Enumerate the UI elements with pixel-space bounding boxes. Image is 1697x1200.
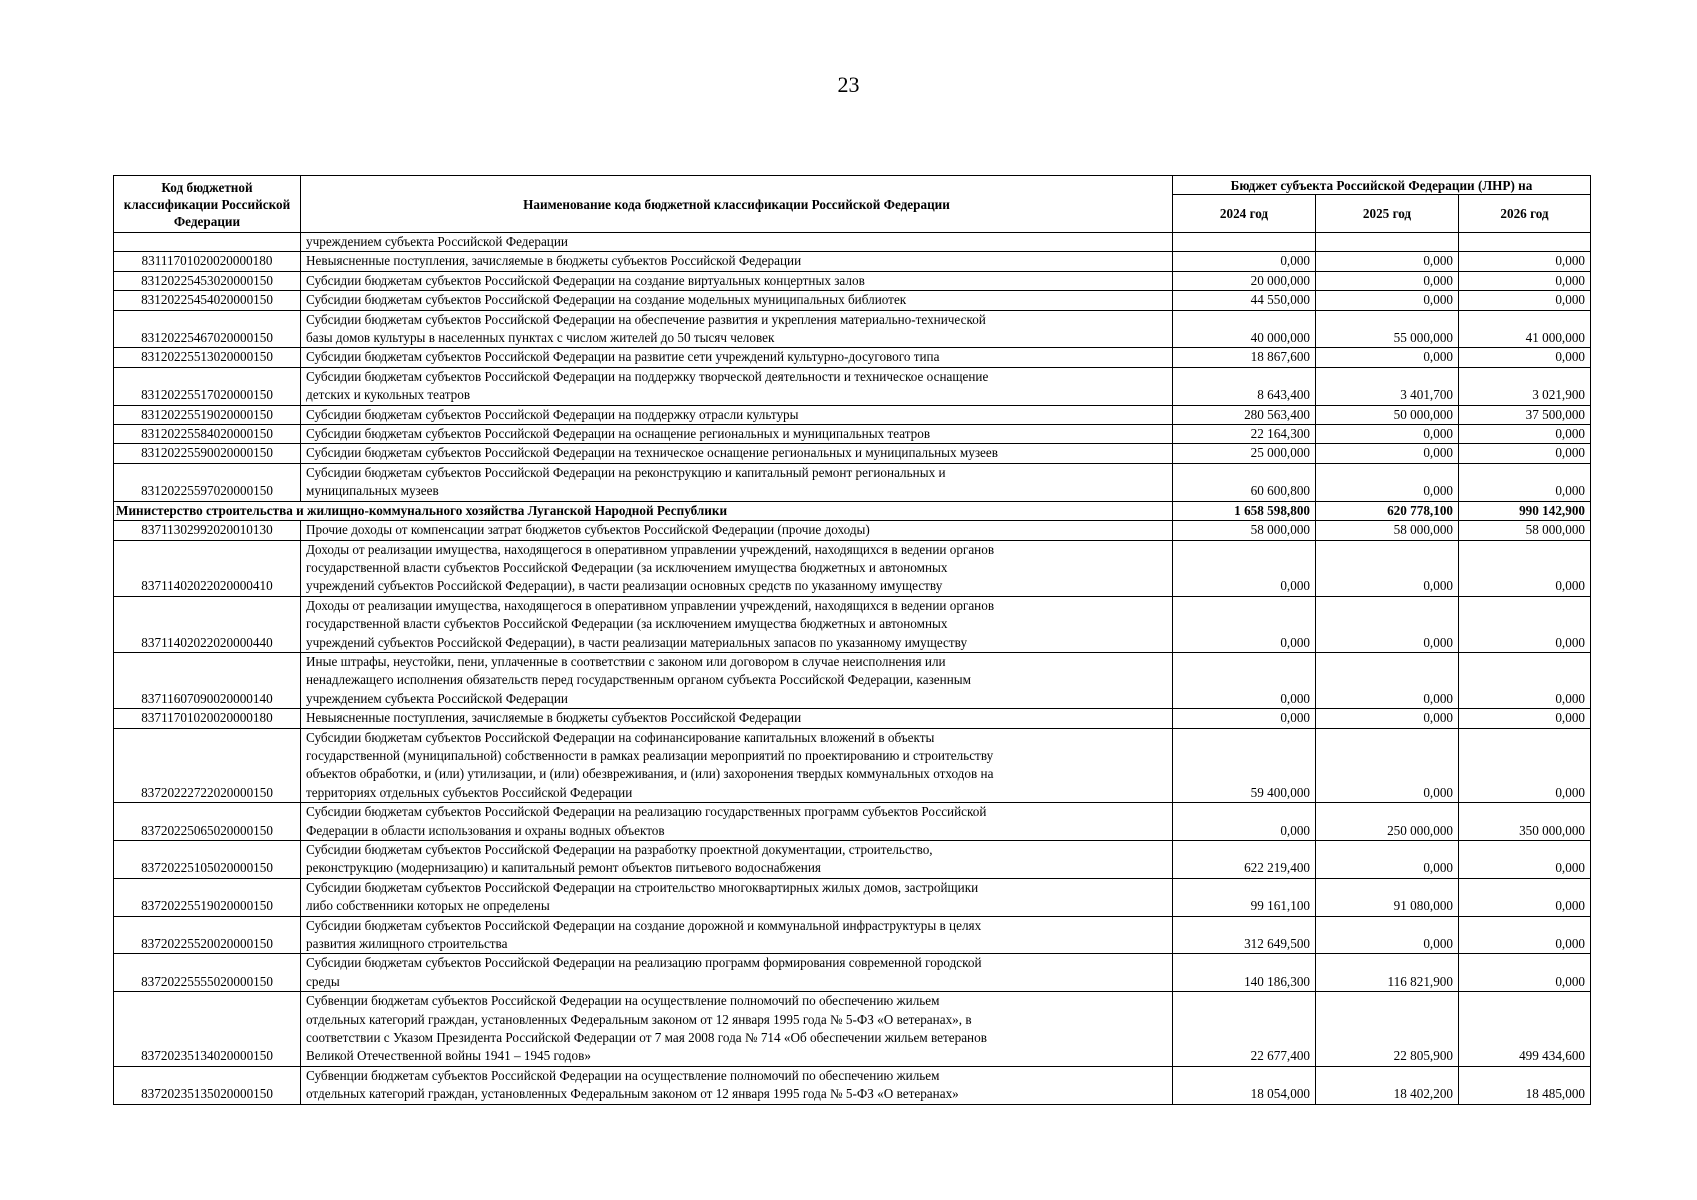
cell-name: Субсидии бюджетам субъектов Российской Федерации на техническое оснащение региональных и муниципальных музеев bbox=[301, 444, 1173, 463]
cell-2026: 0,000 bbox=[1459, 916, 1591, 954]
cell-2025: 0,000 bbox=[1316, 540, 1459, 596]
cell-name: Субсидии бюджетам субъектов Российской Федерации на создание модельных муниципальных библиотек bbox=[301, 291, 1173, 310]
cell-code: 83720235134020000150 bbox=[114, 992, 301, 1067]
table-row bbox=[114, 596, 1591, 652]
cell-name: Субсидии бюджетам субъектов Российской Федерации на разработку проектной документации, строительство, реконструкцию (модернизацию) и капитальный ремонт объектов питьевого водоснабжения bbox=[301, 841, 1173, 879]
cell-2024: 0,000 bbox=[1173, 540, 1316, 596]
cell-2024: 622 219,400 bbox=[1173, 841, 1316, 879]
cell-2024: 59 400,000 bbox=[1173, 728, 1316, 803]
cell-2025: 0,000 bbox=[1316, 425, 1459, 444]
cell-code: 83711302992020010130 bbox=[114, 521, 301, 540]
cell-2025: 0,000 bbox=[1316, 463, 1459, 501]
cell-2025: 0,000 bbox=[1316, 291, 1459, 310]
cell-code: 83711402022020000410 bbox=[114, 540, 301, 596]
cell-2024: 22 164,300 bbox=[1173, 425, 1316, 444]
cell-2024: 58 000,000 bbox=[1173, 521, 1316, 540]
table-row bbox=[114, 728, 1591, 803]
cell-2026: 18 485,000 bbox=[1459, 1066, 1591, 1104]
cell-2026: 0,000 bbox=[1459, 425, 1591, 444]
cell-code: 83720225520020000150 bbox=[114, 916, 301, 954]
table-body-ministry bbox=[114, 501, 1591, 520]
cell-name: Субсидии бюджетам субъектов Российской Федерации на развитие сети учреждений культурно-досугового типа bbox=[301, 348, 1173, 367]
cell-2025 bbox=[1316, 233, 1459, 252]
cell-2025: 55 000,000 bbox=[1316, 310, 1459, 348]
cell-2026: 0,000 bbox=[1459, 709, 1591, 728]
cell-2026: 499 434,600 bbox=[1459, 992, 1591, 1067]
cell-name: Субвенции бюджетам субъектов Российской Федерации на осуществление полномочий по обеспечению жильем отдельных категорий граждан, установленных Федеральным законом от 12 января 1995 года № 5-ФЗ «О ветеранах», в соответствии с Указом Президента Российской Федерации от 7 мая 2008 года № 714 «Об обеспечении жильем ветеранов Великой Отечественной войны 1941 – 1945 годов» bbox=[301, 992, 1173, 1067]
cell-name: Невыясненные поступления, зачисляемые в бюджеты субъектов Российской Федерации bbox=[301, 709, 1173, 728]
cell-2026: 0,000 bbox=[1459, 878, 1591, 916]
cell-2025: 18 402,200 bbox=[1316, 1066, 1459, 1104]
cell-2024: 18 054,000 bbox=[1173, 1066, 1316, 1104]
cell-code: 83120225513020000150 bbox=[114, 348, 301, 367]
table-row bbox=[114, 709, 1591, 728]
ministry-row bbox=[114, 501, 1591, 520]
header-year-2024: 2024 год bbox=[1173, 195, 1316, 233]
cell-name: Субсидии бюджетам субъектов Российской Федерации на строительство многоквартирных жилых домов, застройщики либо собственники которых не определены bbox=[301, 878, 1173, 916]
cell-2025: 0,000 bbox=[1316, 252, 1459, 271]
cell-code: 83720225105020000150 bbox=[114, 841, 301, 879]
cell-name: Субсидии бюджетам субъектов Российской Федерации на создание дорожной и коммунальной инфраструктуры в целях развития жилищного строительства bbox=[301, 916, 1173, 954]
cell-code: 83711701020020000180 bbox=[114, 709, 301, 728]
cell-2026: 0,000 bbox=[1459, 596, 1591, 652]
cell-2024: 25 000,000 bbox=[1173, 444, 1316, 463]
cell-code: 83120225584020000150 bbox=[114, 425, 301, 444]
cell-name: Прочие доходы от компенсации затрат бюджетов субъектов Российской Федерации (прочие доходы) bbox=[301, 521, 1173, 540]
ministry-total-2025: 620 778,100 bbox=[1316, 501, 1459, 520]
cell-code: 83120225454020000150 bbox=[114, 291, 301, 310]
cell-name: Невыясненные поступления, зачисляемые в бюджеты субъектов Российской Федерации bbox=[301, 252, 1173, 271]
cell-2025: 0,000 bbox=[1316, 728, 1459, 803]
cell-code: 83711607090020000140 bbox=[114, 652, 301, 708]
cell-2026: 0,000 bbox=[1459, 444, 1591, 463]
header-name: Наименование кода бюджетной классификации Российской Федерации bbox=[301, 176, 1173, 233]
cell-2025: 91 080,000 bbox=[1316, 878, 1459, 916]
cell-code: 83120225519020000150 bbox=[114, 405, 301, 424]
cell-code: 83720225519020000150 bbox=[114, 878, 301, 916]
cell-2024: 99 161,100 bbox=[1173, 878, 1316, 916]
cell-code: 83111701020020000180 bbox=[114, 252, 301, 271]
table-row bbox=[114, 803, 1591, 841]
cell-2024: 60 600,800 bbox=[1173, 463, 1316, 501]
cell-2024: 0,000 bbox=[1173, 652, 1316, 708]
cell-2024: 140 186,300 bbox=[1173, 954, 1316, 992]
cell-2024: 44 550,000 bbox=[1173, 291, 1316, 310]
cell-name: Субвенции бюджетам субъектов Российской Федерации на осуществление полномочий по обеспечению жильем отдельных категорий граждан, установленных Федеральным законом от 12 января 1995 года № 5-ФЗ «О ветеранах» bbox=[301, 1066, 1173, 1104]
cell-2025: 58 000,000 bbox=[1316, 521, 1459, 540]
cell-2024 bbox=[1173, 233, 1316, 252]
table-body-construction bbox=[114, 521, 1591, 1105]
cell-2025: 116 821,900 bbox=[1316, 954, 1459, 992]
cell-2025: 3 401,700 bbox=[1316, 367, 1459, 405]
table-row bbox=[114, 992, 1591, 1067]
cell-code: 83120225597020000150 bbox=[114, 463, 301, 501]
cell-2026: 0,000 bbox=[1459, 348, 1591, 367]
header-code: Код бюджетной классификации Российской Федерации bbox=[114, 176, 301, 233]
table-row bbox=[114, 463, 1591, 501]
cell-name: Субсидии бюджетам субъектов Российской Федерации на создание виртуальных концертных залов bbox=[301, 271, 1173, 290]
cell-name: Субсидии бюджетам субъектов Российской Федерации на поддержку творческой деятельности и техническое оснащение детских и кукольных театров bbox=[301, 367, 1173, 405]
cell-code bbox=[114, 233, 301, 252]
table-row bbox=[114, 841, 1591, 879]
cell-2026: 0,000 bbox=[1459, 954, 1591, 992]
cell-2024: 280 563,400 bbox=[1173, 405, 1316, 424]
cell-2025: 0,000 bbox=[1316, 444, 1459, 463]
cell-2026: 0,000 bbox=[1459, 652, 1591, 708]
cell-code: 83120225517020000150 bbox=[114, 367, 301, 405]
cell-2024: 0,000 bbox=[1173, 709, 1316, 728]
cell-2026: 41 000,000 bbox=[1459, 310, 1591, 348]
cell-code: 83720222722020000150 bbox=[114, 728, 301, 803]
cell-2025: 0,000 bbox=[1316, 652, 1459, 708]
cell-code: 83120225590020000150 bbox=[114, 444, 301, 463]
table-row bbox=[114, 954, 1591, 992]
table-row bbox=[114, 405, 1591, 424]
cell-2026: 0,000 bbox=[1459, 291, 1591, 310]
page-number: 23 bbox=[837, 72, 860, 97]
cell-name: Субсидии бюджетам субъектов Российской Федерации на поддержку отрасли культуры bbox=[301, 405, 1173, 424]
cell-2025: 22 805,900 bbox=[1316, 992, 1459, 1067]
cell-2025: 0,000 bbox=[1316, 348, 1459, 367]
cell-name: Доходы от реализации имущества, находящегося в оперативном управлении учреждений, находящихся в ведении органов государственной власти субъектов Российской Федерации (за исключением имущества бюджетных и автономных учреждений субъектов Российской Федерации), в части реализации материальных запасов по указанному имуществу bbox=[301, 596, 1173, 652]
cell-2026 bbox=[1459, 233, 1591, 252]
table-row bbox=[114, 310, 1591, 348]
table-row bbox=[114, 425, 1591, 444]
cell-2025: 250 000,000 bbox=[1316, 803, 1459, 841]
cell-2024: 0,000 bbox=[1173, 596, 1316, 652]
cell-2026: 0,000 bbox=[1459, 728, 1591, 803]
cell-2026: 37 500,000 bbox=[1459, 405, 1591, 424]
cell-2024: 18 867,600 bbox=[1173, 348, 1316, 367]
cell-2024: 0,000 bbox=[1173, 803, 1316, 841]
header-year-2026: 2026 год bbox=[1459, 195, 1591, 233]
cell-2026: 0,000 bbox=[1459, 252, 1591, 271]
table-row bbox=[114, 652, 1591, 708]
cell-2025: 0,000 bbox=[1316, 271, 1459, 290]
table-row bbox=[114, 252, 1591, 271]
cell-code: 83720225555020000150 bbox=[114, 954, 301, 992]
cell-2026: 350 000,000 bbox=[1459, 803, 1591, 841]
ministry-total-2026: 990 142,900 bbox=[1459, 501, 1591, 520]
cell-2024: 40 000,000 bbox=[1173, 310, 1316, 348]
cell-2026: 0,000 bbox=[1459, 841, 1591, 879]
cell-2026: 0,000 bbox=[1459, 271, 1591, 290]
cell-2024: 312 649,500 bbox=[1173, 916, 1316, 954]
table-row bbox=[114, 878, 1591, 916]
table-row bbox=[114, 916, 1591, 954]
ministry-name: Министерство строительства и жилищно-коммунального хозяйства Луганской Народной Республики bbox=[114, 501, 1173, 520]
cell-name: Субсидии бюджетам субъектов Российской Федерации на реализацию государственных программ субъектов Российской Федерации в области использования и охраны водных объектов bbox=[301, 803, 1173, 841]
cell-code: 83120225467020000150 bbox=[114, 310, 301, 348]
cell-2024: 0,000 bbox=[1173, 252, 1316, 271]
cell-name: Иные штрафы, неустойки, пени, уплаченные в соответствии с законом или договором в случае неисполнения или ненадлежащего исполнения обязательств перед государственным органом субъекта Российской Федерации, казенным учреждением субъекта Российской Федерации bbox=[301, 652, 1173, 708]
cell-2025: 0,000 bbox=[1316, 709, 1459, 728]
table-row bbox=[114, 521, 1591, 540]
table-row bbox=[114, 271, 1591, 290]
cell-2025: 0,000 bbox=[1316, 596, 1459, 652]
cell-name: Доходы от реализации имущества, находящегося в оперативном управлении учреждений, находящихся в ведении органов государственной власти субъектов Российской Федерации (за исключением имущества бюджетных и автономных учреждений субъектов Российской Федерации), в части реализации основных средств по указанному имуществу bbox=[301, 540, 1173, 596]
cell-name: Субсидии бюджетам субъектов Российской Федерации на реализацию программ формирования современной городской среды bbox=[301, 954, 1173, 992]
cell-code: 83720225065020000150 bbox=[114, 803, 301, 841]
table-row bbox=[114, 233, 1591, 252]
cell-name: учреждением субъекта Российской Федерации bbox=[301, 233, 1173, 252]
cell-code: 83720235135020000150 bbox=[114, 1066, 301, 1104]
header-budget: Бюджет субъекта Российской Федерации (ЛНР) на bbox=[1173, 176, 1591, 195]
cell-2025: 0,000 bbox=[1316, 841, 1459, 879]
cell-2026: 58 000,000 bbox=[1459, 521, 1591, 540]
cell-name: Субсидии бюджетам субъектов Российской Федерации на оснащение региональных и муниципальных театров bbox=[301, 425, 1173, 444]
cell-name: Субсидии бюджетам субъектов Российской Федерации на реконструкцию и капитальный ремонт региональных и муниципальных музеев bbox=[301, 463, 1173, 501]
cell-2026: 0,000 bbox=[1459, 463, 1591, 501]
ministry-total-2024: 1 658 598,800 bbox=[1173, 501, 1316, 520]
header-year-2025: 2025 год bbox=[1316, 195, 1459, 233]
table-row bbox=[114, 444, 1591, 463]
cell-2025: 0,000 bbox=[1316, 916, 1459, 954]
table-row bbox=[114, 367, 1591, 405]
table-row bbox=[114, 540, 1591, 596]
table-body-culture bbox=[114, 233, 1591, 502]
table-row bbox=[114, 291, 1591, 310]
cell-name: Субсидии бюджетам субъектов Российской Федерации на софинансирование капитальных вложений в объекты государственной (муниципальной) собственности в рамках реализации мероприятий по проектированию и строительству объектов обработки, и (или) утилизации, и (или) обезвреживания, и (или) захоронения твердых коммунальных отходов на территориях отдельных субъектов Российской Федерации bbox=[301, 728, 1173, 803]
cell-code: 83120225453020000150 bbox=[114, 271, 301, 290]
cell-code: 83711402022020000440 bbox=[114, 596, 301, 652]
cell-2024: 8 643,400 bbox=[1173, 367, 1316, 405]
budget-table bbox=[113, 175, 1591, 1105]
table-row bbox=[114, 1066, 1591, 1104]
cell-2026: 3 021,900 bbox=[1459, 367, 1591, 405]
table-row bbox=[114, 348, 1591, 367]
cell-2026: 0,000 bbox=[1459, 540, 1591, 596]
cell-2024: 20 000,000 bbox=[1173, 271, 1316, 290]
cell-name: Субсидии бюджетам субъектов Российской Федерации на обеспечение развития и укрепления материально-технической базы домов культуры в населенных пунктах с числом жителей до 50 тысяч человек bbox=[301, 310, 1173, 348]
cell-2025: 50 000,000 bbox=[1316, 405, 1459, 424]
cell-2024: 22 677,400 bbox=[1173, 992, 1316, 1067]
